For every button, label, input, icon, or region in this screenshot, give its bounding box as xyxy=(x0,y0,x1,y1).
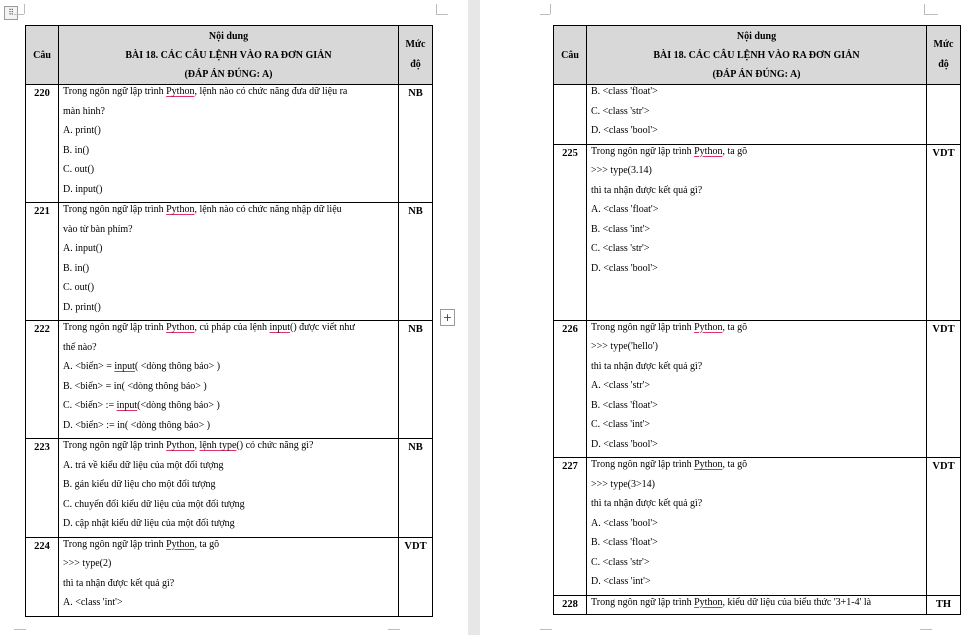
plus-icon[interactable]: + xyxy=(440,309,455,326)
question-text: thì ta nhận được kết quả gì? xyxy=(591,184,703,196)
keyword: Python xyxy=(694,145,723,157)
question-table-left xyxy=(25,25,433,617)
option-b: B. <class 'float'> xyxy=(591,86,658,97)
code-line: >>> type('hello') xyxy=(591,341,658,352)
question-text xyxy=(63,85,394,105)
document-page-left xyxy=(0,0,468,635)
keyword: Python xyxy=(166,204,195,215)
text-span: , cú pháp của lệnh xyxy=(194,322,270,333)
question-content xyxy=(587,458,927,596)
text-span: Trong ngôn ngữ lập trình xyxy=(63,440,167,451)
difficulty-level: NB xyxy=(399,321,433,439)
header-label: Mức xyxy=(405,39,426,50)
crop-mark xyxy=(14,14,24,15)
text-span: ( <dòng thông báo> ) xyxy=(134,361,221,372)
question-number: 221 xyxy=(26,203,59,321)
table-header xyxy=(554,26,961,85)
crop-mark xyxy=(540,629,552,630)
table-row xyxy=(554,458,961,596)
table-row xyxy=(26,439,433,538)
text-span: Trong ngôn ngữ lập trình xyxy=(63,204,167,215)
keyword: lệnh type xyxy=(199,440,237,451)
option-a: A. <class 'bool'> xyxy=(591,517,658,529)
question-text: thì ta nhận được kết quả gì? xyxy=(63,577,175,589)
text-span: A. <biến> = xyxy=(63,361,115,372)
question-text xyxy=(63,538,394,558)
header-label: Mức xyxy=(933,39,954,50)
text-span: , ta gõ xyxy=(722,459,748,470)
crop-mark xyxy=(388,629,400,630)
option-d: D. print() xyxy=(63,301,101,313)
option-c: C. <class 'str'> xyxy=(591,105,650,117)
question-text xyxy=(591,458,922,478)
question-text: thì ta nhận được kết quả gì? xyxy=(591,360,703,372)
difficulty-level: NB xyxy=(399,85,433,203)
text-span: (<dòng thông báo> ) xyxy=(137,400,220,411)
question-content xyxy=(59,321,399,439)
text-span: , ta gõ xyxy=(722,321,748,333)
table-row xyxy=(26,85,433,203)
table-row xyxy=(26,203,433,321)
text-span: Trong ngôn ngữ lập trình xyxy=(591,321,695,333)
crop-mark xyxy=(920,629,932,630)
question-text: vào từ bàn phím? xyxy=(63,223,133,235)
keyword: Python xyxy=(166,86,195,97)
option-d: D. <class 'bool'> xyxy=(591,438,658,450)
header-title: Nội dung xyxy=(208,30,249,42)
keyword: input xyxy=(116,400,138,411)
question-content xyxy=(59,203,399,321)
text-span: Trong ngôn ngữ lập trình xyxy=(591,596,695,608)
crop-mark xyxy=(924,4,925,14)
question-text: thì ta nhận được kết quả gì? xyxy=(591,498,703,509)
header-label: độ xyxy=(938,59,949,70)
text-span: Trong ngôn ngữ lập trình xyxy=(63,86,167,97)
table-row xyxy=(554,85,961,145)
text-span: , ta gõ xyxy=(194,538,220,550)
page-gap xyxy=(468,0,480,635)
option-a: A. <class 'int'> xyxy=(63,597,123,608)
option-a: A. print() xyxy=(63,125,101,136)
option-b: B. in() xyxy=(63,262,90,274)
question-content xyxy=(587,85,927,145)
option-d: D. <class 'bool'> xyxy=(591,125,658,136)
header-label: độ xyxy=(410,59,421,70)
question-content xyxy=(59,85,399,203)
table-row xyxy=(554,320,961,458)
table-row xyxy=(554,144,961,320)
difficulty-level xyxy=(927,85,961,145)
question-text xyxy=(63,439,394,459)
text-span: , lệnh nào có chức năng nhập dữ liệu xyxy=(194,204,342,215)
crop-mark xyxy=(924,14,938,15)
crop-mark xyxy=(436,4,437,14)
question-content xyxy=(59,439,399,538)
question-number: 224 xyxy=(26,537,59,616)
header-cell: Câu xyxy=(26,26,59,85)
table-row xyxy=(26,537,433,616)
text-span: Trong ngôn ngữ lập trình xyxy=(591,459,695,470)
code-line: >>> type(3.14) xyxy=(591,165,652,176)
option-d: D. input() xyxy=(63,183,103,195)
option-a: A. trả về kiểu dữ liệu của một đối tượng xyxy=(63,459,224,471)
question-text: thế nào? xyxy=(63,341,97,353)
text-span: , lệnh nào có chức năng đưa dữ liệu ra xyxy=(194,86,348,97)
question-content xyxy=(59,537,399,616)
text-span: , xyxy=(194,440,200,451)
option-b: B. gán kiểu dữ liệu cho một đối tượng xyxy=(63,479,216,490)
keyword: input xyxy=(269,322,291,333)
table-row xyxy=(26,321,433,439)
question-number: 228 xyxy=(554,595,587,614)
crop-mark xyxy=(24,4,25,14)
lesson-title: BÀI 18. CÁC CÂU LỆNH VÀO RA ĐƠN GIẢN xyxy=(125,49,332,61)
header-cell: Câu xyxy=(554,26,587,85)
option-c: C. <class 'int'> xyxy=(591,419,651,430)
document-page-right xyxy=(480,0,976,635)
option-a: A. input() xyxy=(63,243,103,254)
question-number: 222 xyxy=(26,321,59,439)
option-c xyxy=(63,399,394,419)
answer-note: (ĐÁP ÁN ĐÚNG: A) xyxy=(712,68,801,80)
option-d: D. cập nhật kiểu dữ liệu của một đối tượng xyxy=(63,518,235,529)
option-c: C. out() xyxy=(63,164,95,175)
option-b: B. <class 'float'> xyxy=(591,537,658,548)
difficulty-level: VDT xyxy=(927,320,961,458)
option-b: B. in() xyxy=(63,144,90,156)
option-c: C. chuyển đổi kiểu dữ liệu của một đối tượng xyxy=(63,498,245,510)
option-c: C. <class 'str'> xyxy=(591,556,650,568)
question-table-right xyxy=(553,25,961,615)
header-cell xyxy=(59,26,399,85)
question-content xyxy=(587,144,927,320)
difficulty-level: VDT xyxy=(927,144,961,320)
question-number: 223 xyxy=(26,439,59,538)
difficulty-level: NB xyxy=(399,439,433,538)
difficulty-level: TH xyxy=(927,595,961,614)
option-d: D. <biến> := in( <dòng thông báo> ) xyxy=(63,419,211,431)
question-number: 220 xyxy=(26,85,59,203)
question-text xyxy=(591,145,922,165)
text-span: , kiểu dữ liệu của biểu thức '3+1-4' là xyxy=(722,596,872,608)
question-text xyxy=(591,596,922,613)
answer-note: (ĐÁP ÁN ĐÚNG: A) xyxy=(184,68,273,80)
option-a: A. <class 'float'> xyxy=(591,204,659,215)
text-span: () có chức năng gì? xyxy=(236,440,314,451)
option-d: D. <class 'int'> xyxy=(591,576,651,587)
header-cell xyxy=(587,26,927,85)
keyword: Python xyxy=(694,596,723,608)
text-span: Trong ngôn ngữ lập trình xyxy=(63,322,167,333)
question-text xyxy=(591,321,922,341)
text-span: , ta gõ xyxy=(722,145,748,157)
option-c: C. out() xyxy=(63,282,95,293)
header-title: Nội dung xyxy=(736,30,777,42)
crop-mark xyxy=(550,4,551,14)
question-text: màn hình? xyxy=(63,105,105,117)
option-a: A. <class 'str'> xyxy=(591,380,651,391)
question-number xyxy=(554,85,587,145)
difficulty-level: NB xyxy=(399,203,433,321)
crop-mark xyxy=(436,14,448,15)
keyword: Python xyxy=(166,322,195,333)
text-span: Trong ngôn ngữ lập trình xyxy=(591,145,695,157)
lesson-title: BÀI 18. CÁC CÂU LỆNH VÀO RA ĐƠN GIẢN xyxy=(653,49,860,61)
code-line: >>> type(3>14) xyxy=(591,478,655,490)
move-handle-icon[interactable]: ⠿ xyxy=(4,6,18,20)
difficulty-level: VDT xyxy=(927,458,961,596)
crop-mark xyxy=(14,629,26,630)
question-number: 227 xyxy=(554,458,587,596)
keyword: input xyxy=(114,361,135,372)
text-span: () được viết như xyxy=(290,322,355,333)
option-b: B. <biến> = in( <dòng thông báo> ) xyxy=(63,380,207,392)
question-text xyxy=(63,203,394,223)
option-a xyxy=(63,360,394,380)
keyword: Python xyxy=(694,459,723,470)
option-b: B. <class 'int'> xyxy=(591,223,651,235)
table-header xyxy=(26,26,433,85)
option-c: C. <class 'str'> xyxy=(591,243,650,254)
table-row xyxy=(554,595,961,614)
code-line: >>> type(2) xyxy=(63,558,112,569)
keyword: Python xyxy=(166,538,195,550)
question-content xyxy=(587,595,927,614)
question-number: 226 xyxy=(554,320,587,458)
header-cell xyxy=(927,26,961,85)
option-d: D. <class 'bool'> xyxy=(591,262,658,274)
question-content xyxy=(587,320,927,458)
difficulty-level: VDT xyxy=(399,537,433,616)
text-span: C. <biến> := xyxy=(63,400,117,411)
text-span: Trong ngôn ngữ lập trình xyxy=(63,538,167,550)
question-number: 225 xyxy=(554,144,587,320)
keyword: Python xyxy=(694,321,723,333)
option-b: B. <class 'float'> xyxy=(591,399,658,411)
crop-mark xyxy=(540,14,550,15)
question-text xyxy=(63,321,394,341)
header-cell xyxy=(399,26,433,85)
keyword: Python xyxy=(166,440,195,451)
